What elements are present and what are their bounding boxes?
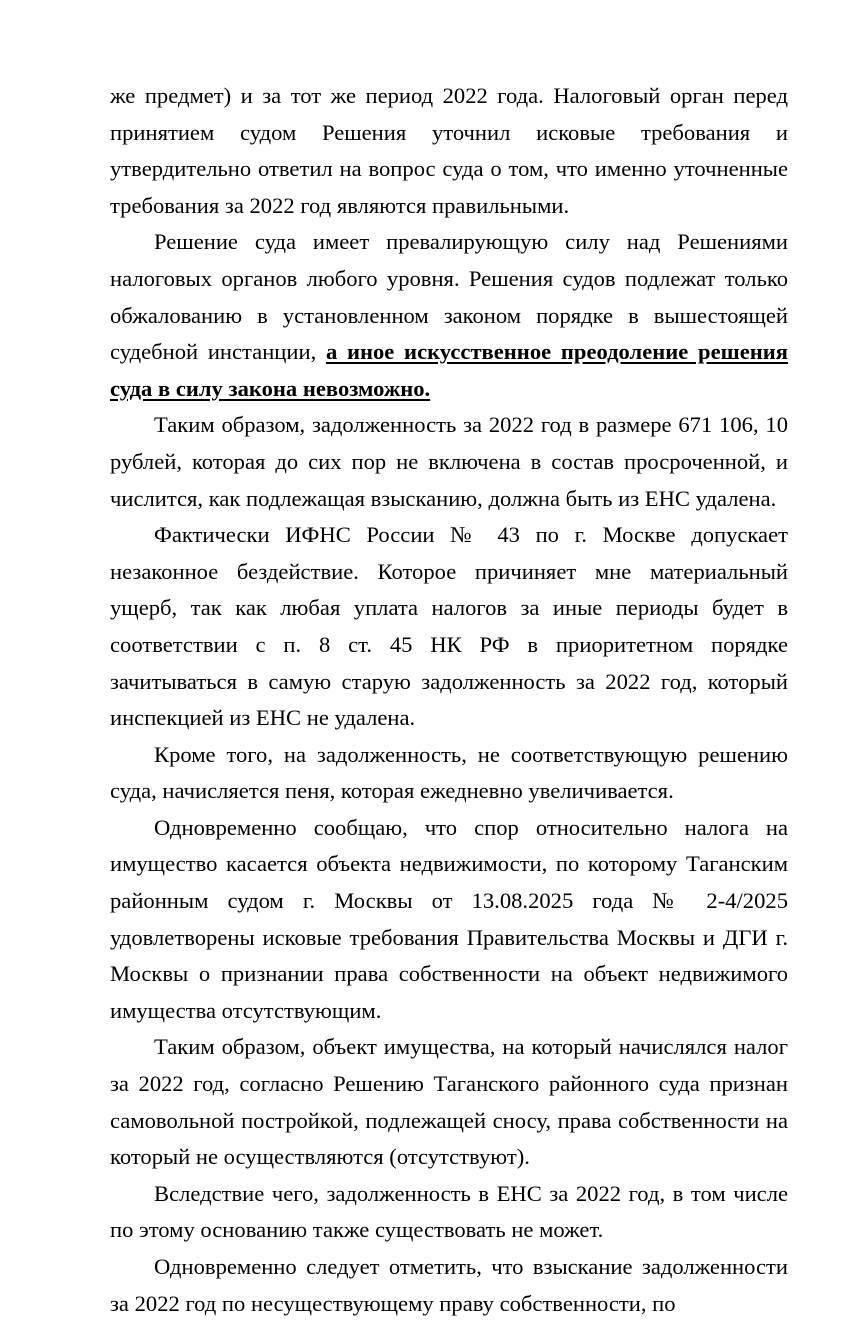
paragraph-text: Таким образом, задолженность за 2022 год в размере 671 106, 10 рублей, которая до сих пор не включена в состав просроченной, и числится, как подлежащая взысканию, должна быть из ЕНС удалена. [110, 412, 788, 511]
paragraph-property-dispute [110, 810, 788, 1030]
paragraph-unauthorized-construction [110, 1029, 788, 1175]
paragraph-text: же предмет) и за тот же период 2022 года. Налоговый орган перед принятием судом Решения уточнил исковые требования и утвердительно ответил на вопрос суда о том, что именно уточненные требования за 2022 год являются правильными. [110, 83, 788, 218]
paragraph-debt-amount [110, 407, 788, 517]
paragraph-text: Фактически ИФНС России № 43 по г. Москве допускает незаконное бездействие. Которое причиняет мне материальный ущерб, так как любая уплата налогов за иные периоды будет в соответствии с п. 8 ст. 45 НК РФ в приоритетном порядке зачитываться в самую старую задолженность за 2022 год, который инспекцией из ЕНС не удалена. [110, 522, 788, 731]
paragraph-continued [110, 78, 788, 224]
paragraph-court-decision-priority [110, 224, 788, 407]
paragraph-text: Таким образом, объект имущества, на который начислялся налог за 2022 год, согласно Решению Таганского районного суда признан самовольной постройкой, подлежащей сносу, права собственности на который не осуществляются (отсутствуют). [110, 1034, 788, 1170]
paragraph-text: Кроме того, на задолженность, не соответствующую решению суда, начисляется пеня, которая ежедневно увеличивается. [110, 741, 788, 804]
paragraph-text: Вследствие чего, задолженность в ЕНС за 2022 год, в том числе по этому основанию также существовать не может. [110, 1180, 788, 1243]
paragraph-penalty [110, 737, 788, 810]
paragraph-text: Решение суда имеет превалирующую силу над Решениями налоговых органов любого уровня. Решения судов подлежат только обжалованию в установленном законом порядке в вышестоящей судебной инстанции, [110, 229, 788, 365]
paragraph-recovery [110, 1249, 788, 1322]
emphasized-statement: а иное искусственное преодоление решения суда в силу закона невозможно. [110, 339, 788, 401]
paragraph-text: Одновременно следует отметить, что взыскание задолженности за 2022 год по несуществующему праву собственности, по [110, 1254, 788, 1316]
document-body [110, 78, 788, 1322]
paragraph-inaction [110, 517, 788, 737]
paragraph-text: Одновременно сообщаю, что спор относительно налога на имущество касается объекта недвижимости, по которому Таганским районным судом г. Москвы от 13.08.2025 года № 2-4/2025 удовлетворены исковые требования Правительства Москвы и ДГИ г. Москвы о признании права собственности на объект недвижимого имущества отсутствующим. [110, 814, 788, 1023]
paragraph-consequence [110, 1176, 788, 1249]
